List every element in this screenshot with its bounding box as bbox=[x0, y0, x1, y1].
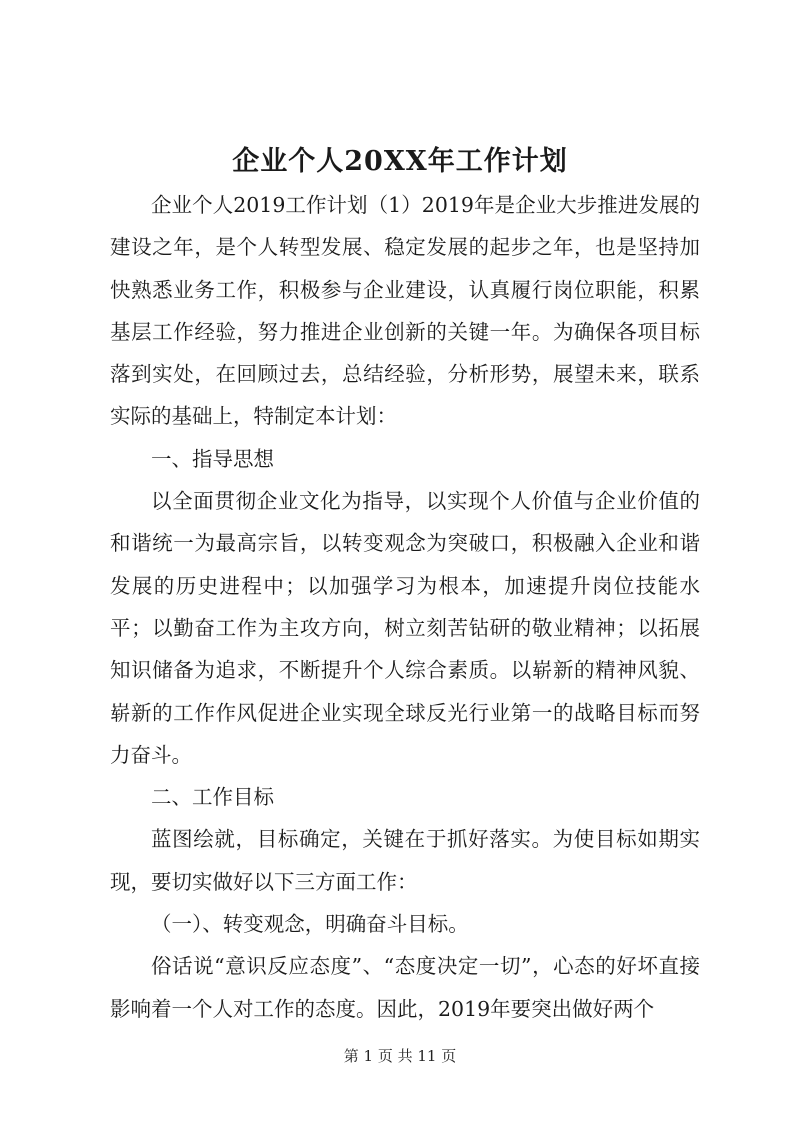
document-title: 企业个人20XX年工作计划 bbox=[232, 146, 568, 177]
section-heading-work-goals: 二、工作目标 bbox=[151, 785, 274, 810]
subsection-heading-change-concept: （一）、转变观念，明确奋斗目标。 bbox=[151, 912, 469, 937]
section-heading-guiding-thought: 一、指导思想 bbox=[151, 446, 274, 471]
paragraph-guiding-thought: 以全面贯彻企业文化为指导，以实现个人价值与企业价值的和谐统一为最高宗旨，以转变观念为突破口，积极融入企业和谐发展的历史进程中；以加强学习为根本，加速提升岗位技能水平；以勤奋工作为主攻方向，树立刻苦钻研的敬业精神；以拓展知识储备为追求，不断提升个人综合素质。以崭新的精神风貌、崭新的工作作风促进企业实现全球反光行业第一的战略目标而努力奋斗。 bbox=[110, 489, 700, 767]
document-body bbox=[110, 184, 700, 1030]
paragraph-intro: 企业个人2019工作计划（1）2019年是企业大步推进发展的建设之年，是个人转型发展、稳定发展的起步之年，也是坚持加快熟悉业务工作，积极参与企业建设，认真履行岗位职能，积累基层工作经验，努力推进企业创新的关键一年。为确保各项目标落到实处，在回顾过去，总结经验，分析形势，展望未来，联系实际的基础上，特制定本计划： bbox=[110, 193, 700, 429]
page-footer: 第 1 页 共 11 页 bbox=[343, 1047, 457, 1065]
paragraph-work-goals: 蓝图绘就，目标确定，关键在于抓好落实。为使目标如期实现，要切实做好以下三方面工作： bbox=[110, 827, 700, 894]
paragraph-attitude: 俗话说“意识反应态度”、“态度决定一切”，心态的好坏直接影响着一个人对工作的态度。因此，2019年要突出做好两个 bbox=[110, 954, 700, 1021]
